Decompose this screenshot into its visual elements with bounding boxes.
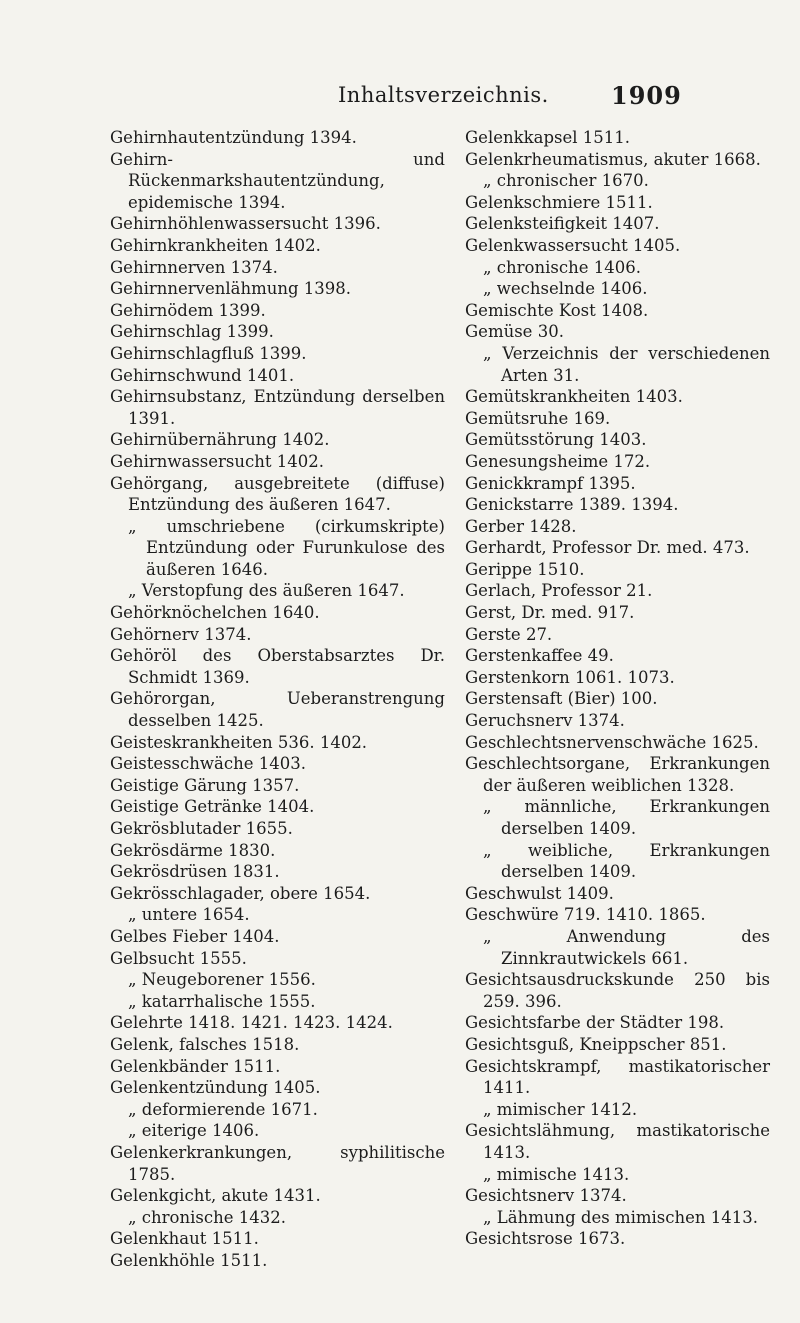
index-entry: Gesichtsnerv 1374.	[465, 1186, 627, 1206]
index-column-left	[110, 127, 445, 1271]
index-entry: Gekrösdrüsen 1831.	[110, 862, 280, 882]
index-subentry: „ wechselnde 1406.	[483, 279, 648, 299]
index-entry: Gelenkgicht, akute 1431.	[110, 1186, 321, 1206]
index-subentry: „ katarrhalische 1555.	[128, 991, 316, 1011]
index-entry: Gesichtskrampf, mastikatorischer 1411.	[465, 1056, 770, 1098]
index-entry: Gemütsruhe 169.	[465, 408, 611, 428]
index-entry: Gerstensaft (Bier) 100.	[465, 689, 658, 709]
index-entry: Gehirn- und Rückenmarkshautentzündung, epidemische 1394.	[110, 149, 445, 212]
index-entry: Gerstenkorn 1061. 1073.	[465, 667, 675, 687]
index-column-right	[465, 127, 770, 1250]
index-subentry: „ chronischer 1670.	[483, 171, 649, 191]
index-subentry: „ männliche, Erkrankungen derselben 1409.	[483, 797, 770, 838]
index-subentry: „ Verzeichnis der verschiedenen Arten 31.	[483, 343, 770, 385]
index-entry: Gekrösdärme 1830.	[110, 840, 276, 860]
index-entry: Gerber 1428.	[465, 516, 577, 536]
index-entry: Gemütsstörung 1403.	[465, 430, 647, 450]
index-entry: Gelenkkapsel 1511.	[465, 128, 630, 147]
index-entry: Gehirnödem 1399.	[110, 300, 266, 320]
index-entry: Gehirnhautentzündung 1394.	[110, 128, 357, 147]
index-entry: Geschlechtsorgane, Erkrankungen der äußeren weiblichen 1328.	[465, 754, 770, 795]
index-entry: Gehirnschlagfluß 1399.	[110, 343, 307, 363]
index-entry: Gesichtsguß, Kneippscher 851.	[465, 1034, 727, 1054]
index-subentry: „ chronische 1432.	[128, 1207, 286, 1227]
index-entry: Gesichtsrose 1673.	[465, 1229, 626, 1249]
index-entry: Gelenkwassersucht 1405.	[465, 235, 681, 255]
index-entry: Genickkrampf 1395.	[465, 473, 636, 493]
index-entry: Gelenkschmiere 1511.	[465, 192, 653, 212]
index-entry: Genickstarre 1389. 1394.	[465, 495, 679, 515]
index-entry: Gesichtslähmung, mastikatorische 1413.	[465, 1121, 770, 1162]
index-entry: Gekrösblutader 1655.	[110, 819, 293, 838]
index-entry: Geistesschwäche 1403.	[110, 754, 306, 774]
index-entry: Geschwüre 719. 1410. 1865.	[465, 905, 706, 925]
index-subentry: „ untere 1654.	[128, 905, 250, 925]
index-entry: Gekrösschlagader, obere 1654.	[110, 883, 371, 903]
index-subentry: „ Anwendung des Zinnkrautwickels 661.	[483, 926, 770, 968]
index-subentry: „ eiterige 1406.	[128, 1121, 260, 1141]
index-entry: Gelenkerkrankungen, syphilitische 1785.	[110, 1142, 445, 1184]
index-entry: Genesungsheime 172.	[465, 451, 651, 471]
index-entry: Gehirnnervenlähmung 1398.	[110, 279, 352, 299]
index-entry: Geschlechtsnervenschwäche 1625.	[465, 732, 759, 752]
page-number: 1909	[611, 81, 682, 110]
index-entry: Gelenkbänder 1511.	[110, 1056, 281, 1076]
index-entry: Gelenkrheumatismus, akuter 1668.	[465, 149, 761, 169]
index-entry: Gelehrte 1418. 1421. 1423. 1424.	[110, 1013, 393, 1033]
index-entry: Geisteskrankheiten 536. 1402.	[110, 732, 368, 752]
index-entry: Gemischte Kost 1408.	[465, 300, 649, 320]
index-entry: Gehörorgan, Ueberanstrengung desselben 1425.	[110, 689, 445, 731]
index-entry: Gehirnwassersucht 1402.	[110, 451, 324, 471]
index-entry: Gerhardt, Professor Dr. med. 473.	[465, 538, 750, 558]
index-entry: Gehöröl des Oberstabsarztes Dr. Schmidt 1369.	[110, 646, 445, 687]
index-subentry: „ umschriebene (cirkumskripte) Entzündung oder Furunkulose des äußeren 1646.	[128, 516, 445, 579]
header-title: Inhaltsverzeichnis.	[338, 83, 549, 107]
index-entry: Gelbes Fieber 1404.	[110, 926, 280, 946]
index-entry: Gehirnkrankheiten 1402.	[110, 235, 321, 255]
index-entry: Gelenksteifigkeit 1407.	[465, 214, 660, 234]
index-entry: Gesichtsausdruckskunde 250 bis 259. 396.	[465, 970, 770, 1011]
index-subentry: „ deformierende 1671.	[128, 1099, 318, 1119]
index-entry: Gerlach, Professor 21.	[465, 581, 653, 601]
index-entry: Geschwulst 1409.	[465, 883, 614, 903]
index-entry: Gehirnschlag 1399.	[110, 322, 274, 342]
index-subentry: „ chronische 1406.	[483, 257, 641, 277]
index-entry: Gelenkentzündung 1405.	[110, 1078, 321, 1098]
index-entry: Gehirnschwund 1401.	[110, 365, 295, 385]
index-entry: Gerste 27.	[465, 624, 553, 644]
index-entry: Gerippe 1510.	[465, 559, 585, 579]
index-entry: Gemüse 30.	[465, 322, 564, 342]
index-entry: Gehörnerv 1374.	[110, 624, 252, 644]
index-entry: Gelenk, falsches 1518.	[110, 1034, 300, 1054]
index-entry: Gehörgang, ausgebreitete (diffuse) Entzündung des äußeren 1647.	[110, 473, 445, 515]
index-subentry: „ mimischer 1412.	[483, 1099, 638, 1119]
index-entry: Gehirnhöhlenwassersucht 1396.	[110, 214, 381, 234]
index-entry: Gerstenkaffee 49.	[465, 646, 614, 666]
index-entry: Gehirnsubstanz, Entzündung derselben 1391.	[110, 387, 445, 428]
index-entry: Geruchsnerv 1374.	[465, 711, 625, 731]
index-subentry: „ Verstopfung des äußeren 1647.	[128, 581, 405, 601]
index-entry: Gelenkhöhle 1511.	[110, 1250, 268, 1270]
index-subentry: „ Neugeborener 1556.	[128, 970, 316, 990]
index-entry: Geistige Gärung 1357.	[110, 775, 300, 795]
index-entry: Gelbsucht 1555.	[110, 948, 247, 968]
index-entry: Gehirnübernährung 1402.	[110, 430, 330, 450]
index-subentry: „ Lähmung des mimischen 1413.	[483, 1207, 759, 1227]
index-entry: Gehirnnerven 1374.	[110, 257, 278, 277]
index-subentry: „ weibliche, Erkrankungen derselben 1409.	[483, 840, 770, 882]
index-entry: Geistige Getränke 1404.	[110, 797, 315, 817]
index-entry: Gelenkhaut 1511.	[110, 1229, 259, 1249]
index-entry: Gerst, Dr. med. 917.	[465, 603, 635, 623]
index-entry: Gemütskrankheiten 1403.	[465, 387, 683, 407]
index-entry: Gehörknöchelchen 1640.	[110, 603, 320, 623]
running-header	[0, 83, 800, 113]
index-entry: Gesichtsfarbe der Städter 198.	[465, 1013, 725, 1033]
index-subentry: „ mimische 1413.	[483, 1164, 630, 1184]
